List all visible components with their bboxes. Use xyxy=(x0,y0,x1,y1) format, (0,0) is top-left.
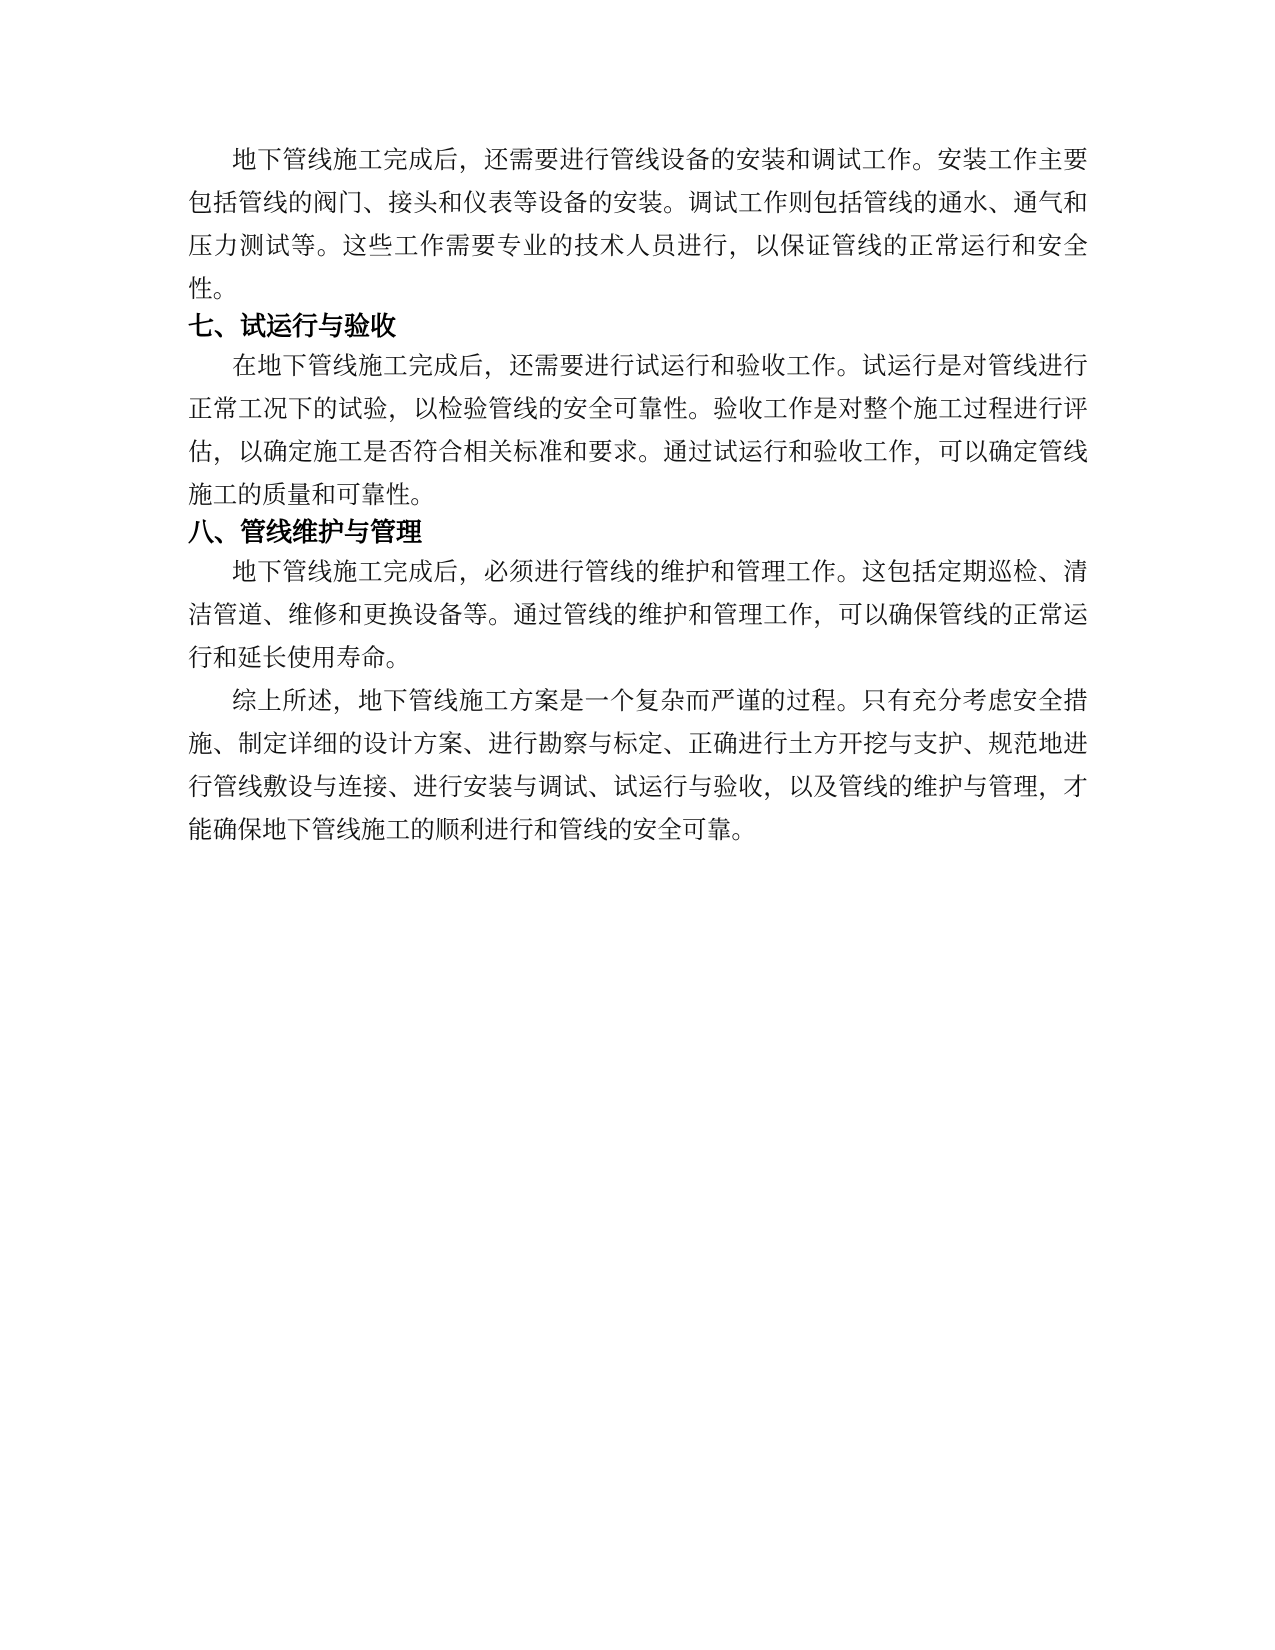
paragraph-maintenance-management: 地下管线施工完成后，必须进行管线的维护和管理工作。这包括定期巡检、清洁管道、维修和更换设备等。通过管线的维护和管理工作，可以确保管线的正常运行和延长使用寿命。 xyxy=(188,557,1088,672)
paragraph-installation-commissioning: 地下管线施工完成后，还需要进行管线设备的安装和调试工作。安装工作主要包括管线的阀门、接头和仪表等设备的安装。调试工作则包括管线的通水、通气和压力测试等。这些工作需要专业的技术人员进行，以保证管线的正常运行和安全性。 xyxy=(188,145,1088,303)
section-heading-trial-run-acceptance: 七、试运行与验收 xyxy=(188,312,397,342)
paragraph-conclusion: 综上所述，地下管线施工方案是一个复杂而严谨的过程。只有充分考虑安全措施、制定详细的设计方案、进行勘察与标定、正确进行土方开挖与支护、规范地进行管线敷设与连接、进行安装与调试、试运行与验收，以及管线的维护与管理，才能确保地下管线施工的顺利进行和管线的安全可靠。 xyxy=(188,686,1088,844)
section-heading-maintenance-management: 八、管线维护与管理 xyxy=(188,518,423,548)
paragraph-trial-run-acceptance: 在地下管线施工完成后，还需要进行试运行和验收工作。试运行是对管线进行正常工况下的试验，以检验管线的安全可靠性。验收工作是对整个施工过程进行评估，以确定施工是否符合相关标准和要求。通过试运行和验收工作，可以确定管线施工的质量和可靠性。 xyxy=(188,351,1088,509)
document-page xyxy=(188,138,1088,851)
